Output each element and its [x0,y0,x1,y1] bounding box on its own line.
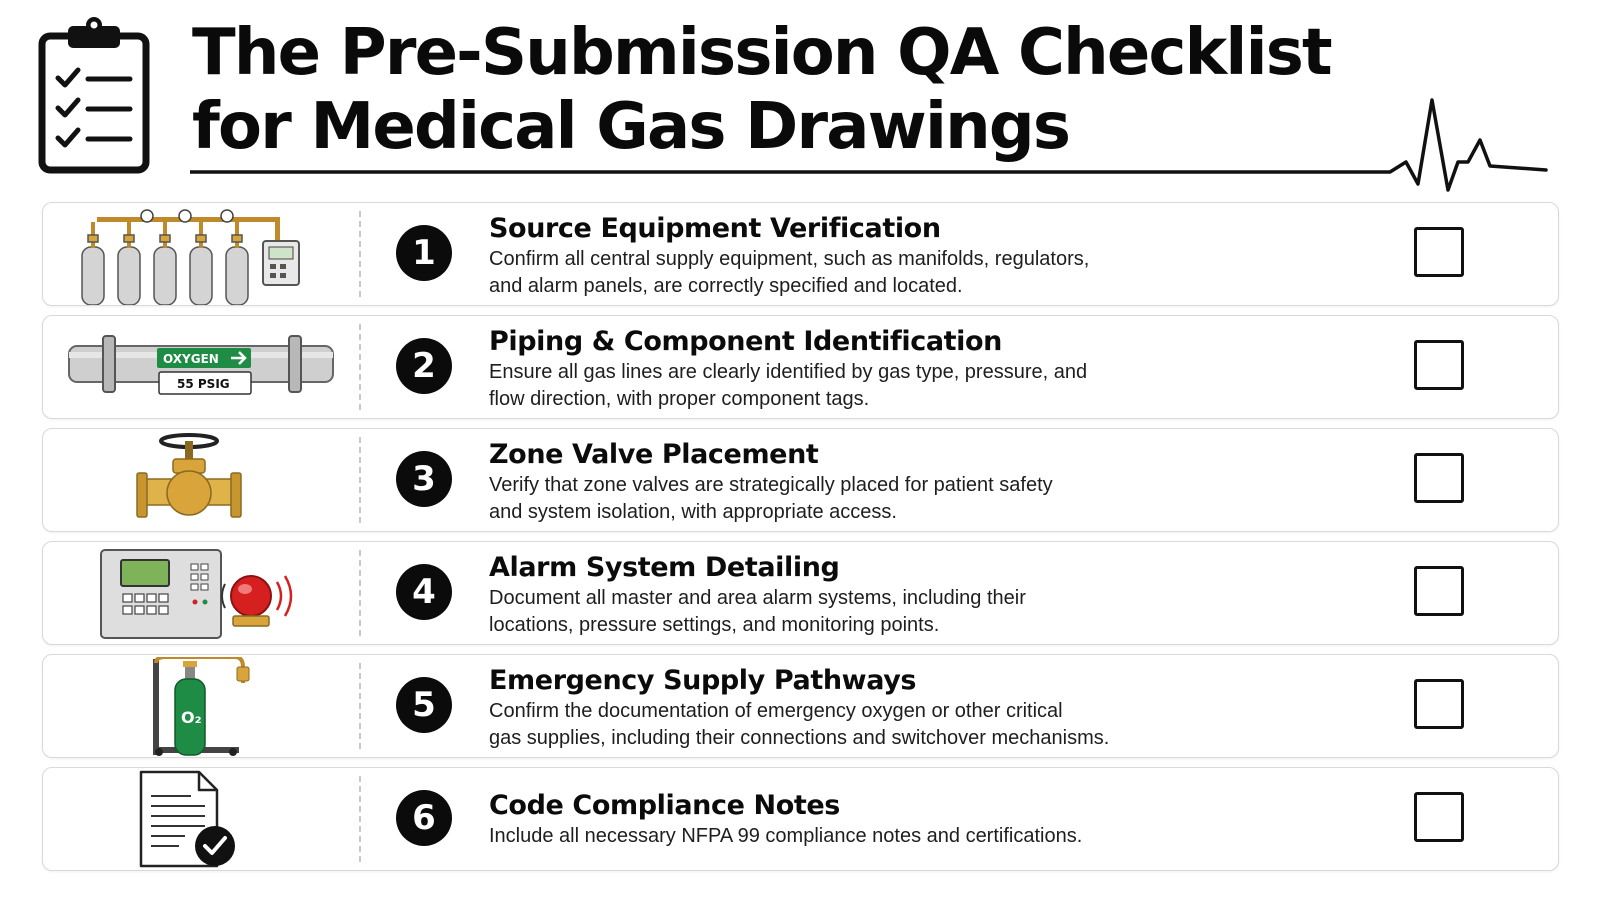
item-text [489,326,1389,413]
item-description: Document all master and area alarm systems, including their locations, pressure settings, and monitoring points. [489,587,1026,636]
item-checkbox[interactable] [1414,679,1464,729]
item-title: Emergency Supply Pathways [489,665,917,696]
item-number-badge: 1 [396,225,452,281]
item-number-badge: 3 [396,451,452,507]
item-text [489,790,1389,850]
row-divider [359,663,361,749]
item-text [489,213,1389,300]
row-divider [359,211,361,297]
item-text [489,665,1389,752]
title-line-2: for Medical Gas Drawings [192,90,1070,164]
header [0,0,1600,190]
item-checkbox[interactable] [1414,340,1464,390]
row-divider [359,550,361,636]
item-title: Alarm System Detailing [489,552,840,583]
item-text [489,552,1389,639]
item-title: Source Equipment Verification [489,213,941,244]
clipboard-checklist-icon [38,16,150,176]
row-divider [359,776,361,862]
zone-valve-icon [45,431,351,531]
item-checkbox[interactable] [1414,227,1464,277]
item-checkbox[interactable] [1414,566,1464,616]
item-checkbox[interactable] [1414,792,1464,842]
item-title: Piping & Component Identification [489,326,1002,357]
title-line-1: The Pre-Submission QA Checklist [192,16,1331,90]
checklist-item-alarm-system [42,541,1559,645]
item-number-badge: 6 [396,790,452,846]
pipe-pressure-tag: 55 PSIG [177,377,230,391]
item-title: Zone Valve Placement [489,439,819,470]
item-number-badge: 2 [396,338,452,394]
pipe-gas-label: OXYGEN [163,352,219,366]
item-title: Code Compliance Notes [489,790,840,821]
labeled-pipe-icon [45,318,351,418]
item-text [489,439,1389,526]
item-description: Ensure all gas lines are clearly identified by gas type, pressure, and flow direction, with proper component tags. [489,361,1088,410]
item-description: Confirm the documentation of emergency oxygen or other critical gas supplies, including their connections and switchover mechanisms. [489,700,1110,749]
item-number-badge: 5 [396,677,452,733]
checklist-item-code-compliance [42,767,1559,871]
compliance-document-icon [45,770,351,870]
gas-manifold-icon [45,205,351,305]
checklist-item-emergency-supply [42,654,1559,758]
row-divider [359,324,361,410]
row-divider [359,437,361,523]
item-description: Confirm all central supply equipment, such as manifolds, regulators, and alarm panels, are correctly specified and located. [489,248,1090,297]
checklist-item-source-equipment [42,202,1559,306]
checklist [42,202,1559,880]
item-checkbox[interactable] [1414,453,1464,503]
cylinder-gas-label: O₂ [181,708,202,727]
item-number-badge: 4 [396,564,452,620]
item-description: Include all necessary NFPA 99 compliance notes and certifications. [489,825,1083,847]
item-description: Verify that zone valves are strategically placed for patient safety and system isolation, with appropriate access. [489,474,1053,523]
checklist-item-piping-identification [42,315,1559,419]
heartbeat-underline-icon [190,96,1550,196]
checklist-item-zone-valve [42,428,1559,532]
oxygen-cylinder-icon [45,657,351,757]
alarm-panel-icon [45,544,351,644]
